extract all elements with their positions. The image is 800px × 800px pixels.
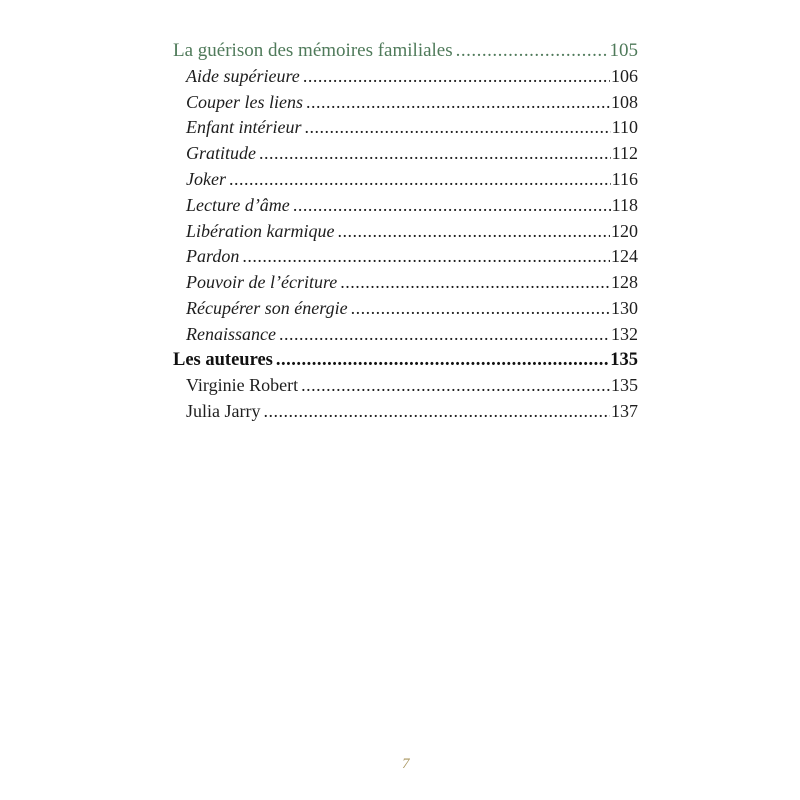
toc-entry [173,270,638,296]
toc-entry-title: Pardon [186,246,240,267]
toc-entry [173,193,638,219]
dot-leader [229,167,611,193]
toc-entry-title: Libération karmique [186,220,335,241]
toc-entry-page: 110 [611,117,638,138]
toc-entry [173,296,638,322]
toc-entry-title: Julia Jarry [186,401,261,422]
dot-leader [259,141,611,167]
dot-leader [242,244,610,270]
toc-entry-title: Récupérer son énergie [186,297,348,318]
toc-entry-title: La guérison des mémoires familiales [173,40,453,61]
dot-leader [301,373,610,399]
dot-leader [351,296,610,322]
toc-entry [173,399,638,425]
toc-entry [173,322,638,348]
toc-entry [173,244,638,270]
toc-entry-page: 135 [610,349,638,370]
toc-entry [173,64,638,90]
toc-entry-page: 137 [611,401,638,422]
dot-leader [263,399,610,425]
dot-leader [303,64,610,90]
toc-entry [173,219,638,245]
dot-leader [306,90,610,116]
toc-entry [173,141,638,167]
toc-entry-page: 120 [611,220,638,241]
toc-entry-page: 135 [611,375,638,396]
toc-entry [173,167,638,193]
toc-entry-page: 128 [611,272,638,293]
toc-entry [173,90,638,116]
toc-entry-title: Renaissance [186,323,276,344]
toc-entry-title: Gratitude [186,143,256,164]
dot-leader [340,270,610,296]
toc-entry [173,348,638,374]
toc-entry-title: Joker [186,168,226,189]
toc-entry-page: 105 [609,40,638,61]
dot-leader [338,219,611,245]
toc-entry-page: 108 [611,91,638,112]
page-number: 7 [402,756,410,772]
toc-entry [173,38,638,64]
toc-entry-title: Lecture d’âme [186,194,290,215]
dot-leader [276,348,609,374]
toc-entry-page: 118 [611,194,638,215]
table-of-contents [173,38,638,425]
toc-entry [173,373,638,399]
dot-leader [279,322,610,348]
page-number-badge [386,750,430,786]
toc-entry [173,115,638,141]
toc-entry-title: Aide supérieure [186,65,300,86]
toc-entry-title: Couper les liens [186,91,303,112]
dot-leader [456,38,609,64]
dot-leader [293,193,611,219]
toc-entry-title: Les auteures [173,349,273,370]
toc-entry-page: 132 [611,323,638,344]
toc-entry-page: 106 [611,65,638,86]
dot-leader [305,115,611,141]
toc-entry-page: 112 [611,143,638,164]
toc-entry-title: Pouvoir de l’écriture [186,272,338,293]
toc-entry-title: Virginie Robert [186,375,299,396]
toc-entry-page: 130 [611,297,638,318]
toc-entry-page: 124 [611,246,638,267]
toc-entry-page: 116 [611,168,638,189]
toc-entry-title: Enfant intérieur [186,117,302,138]
